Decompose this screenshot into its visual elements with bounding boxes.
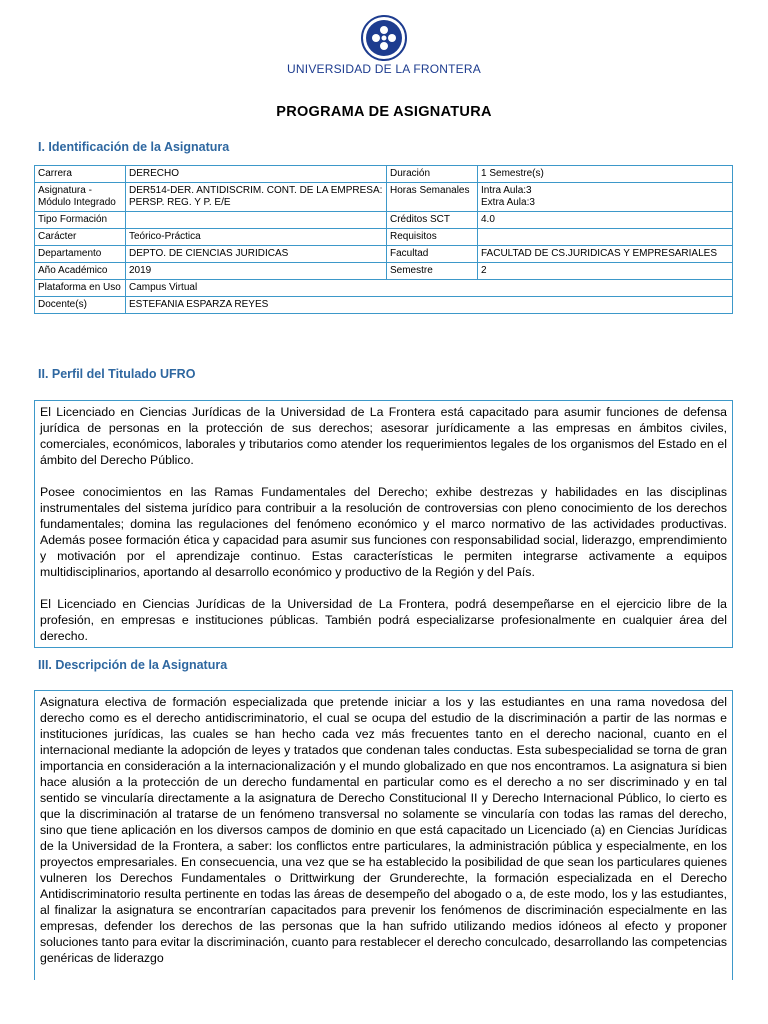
value-semestre: 2 <box>478 263 733 280</box>
table-row <box>35 183 733 212</box>
descripcion-box <box>34 690 733 980</box>
university-name: UNIVERSIDAD DE LA FRONTERA <box>287 62 481 76</box>
section-2-heading: II. Perfil del Titulado UFRO <box>38 367 196 381</box>
value-horas-intra: Intra Aula:3 <box>481 185 532 196</box>
label-facultad: Facultad <box>387 246 478 263</box>
value-facultad: FACULTAD DE CS.JURIDICAS Y EMPRESARIALES <box>478 246 733 263</box>
value-caracter: Teórico-Práctica <box>126 229 387 246</box>
value-requisitos <box>478 229 733 246</box>
table-row <box>35 280 733 297</box>
table-row <box>35 229 733 246</box>
identification-table <box>34 165 733 314</box>
label-ano-academico: Año Académico <box>35 263 126 280</box>
table-row <box>35 166 733 183</box>
value-creditos: 4.0 <box>478 212 733 229</box>
value-asignatura: DER514-DER. ANTIDISCRIM. CONT. DE LA EMPRESA: PERSP. REG. Y P. E/E <box>126 183 387 212</box>
label-requisitos: Requisitos <box>387 229 478 246</box>
table-row <box>35 212 733 229</box>
label-creditos: Créditos SCT <box>387 212 478 229</box>
value-plataforma: Campus Virtual <box>126 280 733 297</box>
perfil-paragraph: El Licenciado en Ciencias Jurídicas de la Universidad de La Frontera, podrá desempeñarse en el ejercicio libre de la profesión, en empresas e instituciones públicas. También podrá especializarse profesionalmente en cualquier área del derecho. <box>40 597 727 643</box>
label-caracter: Carácter <box>35 229 126 246</box>
label-tipo-formacion: Tipo Formación <box>35 212 126 229</box>
university-logo-icon <box>360 14 408 62</box>
label-departamento: Departamento <box>35 246 126 263</box>
label-horas: Horas Semanales <box>387 183 478 212</box>
value-horas-extra: Extra Aula:3 <box>481 197 535 208</box>
perfil-box <box>34 400 733 648</box>
value-duracion: 1 Semestre(s) <box>478 166 733 183</box>
value-docente: ESTEFANIA ESPARZA REYES <box>126 297 733 314</box>
perfil-paragraph: Posee conocimientos en las Ramas Fundamentales del Derecho; exhibe destrezas y habilidades en las disciplinas instrumentales del sistema jurídico para contribuir a la resolución de controversias con pleno conocimiento de los derechos fundamentales; domina las regulaciones del fenómeno económico y el marco normativo de las actividades productivas. Además posee formación ética y capacidad para asumir sus funciones con responsabilidad social, liderazgo, emprendimiento y motivación por el aprendizaje continuo. Estas características le permiten integrarse activamente a equipos multidisciplinarios, aportando al desarrollo económico y productivo de la Región y del País. <box>40 485 727 579</box>
descripcion-paragraph: Asignatura electiva de formación especializada que pretende iniciar a los y las estudiantes en una rama novedosa del derecho como es el derecho antidiscriminatorio, el cual se ocupa del estudio de la discriminación a partir de las normas e instituciones jurídicas, las cuales se han hecho cada vez más frecuentes tanto en el derecho nacional, cuanto en el internacional mediante la adopción de leyes y tratados que condenan tales conductas. Esta subespecialidad se torna de gran importancia en consideración a la internacionalización y el mundo globalizado en que nos encontramos. La asignatura si bien hace alusión a la protección de un derecho fundamental en particular como es el derecho a no ser discriminado y en tal sentido se vincularía directamente a la asignatura de Derecho Constitucional II y Derecho Internacional Público, lo cierto es que la discriminación al tratarse de un fenómeno transversal no solamente se vincularía con todas las ramas del derecho, sino que tiene aplicación en los diversos campos de dominio en que está capacitado un Licenciado (a) en Ciencias Jurídicas de la Universidad de la Frontera, a saber: los conflictos entre particulares, la administración pública y especialmente, en los proyectos empresariales. En consecuencia, una vez que se ha establecido la posibilidad de que sean los particulares quienes vulneren los Derechos Fundamentales o Drittwirkung der Grunderechte, la formación especializada en el Derecho Antidiscriminatorio resulta pertinente en todas las áreas de desempeño del abogado o a, de este modo, los y las estudiantes, al finalizar la asignatura se encontrarían capacitados para prevenir los fenómenos de discriminación especialmente en las empresas, defender los derechos de las personas que la han sufrido utilizando medios idóneos al efecto y proponer soluciones tanto para evitar la discriminación, cuanto para restablecer el derecho conculcado, desarrollando las competencias genéricas de liderazgo <box>40 695 727 965</box>
table-row <box>35 246 733 263</box>
label-carrera: Carrera <box>35 166 126 183</box>
perfil-paragraph: El Licenciado en Ciencias Jurídicas de la Universidad de La Frontera está capacitado para asumir funciones de defensa jurídica de personas en la protección de sus derechos; asesorar jurídicamente a las empresas en ámbitos civiles, comerciales, económicos, laborales y tributarios como atender los requerimientos legales de los organismos del Estado en el ámbito del Derecho Público. <box>40 405 727 467</box>
section-3-heading: III. Descripción de la Asignatura <box>38 658 228 672</box>
label-asignatura: Asignatura - Módulo Integrado <box>35 183 126 212</box>
value-tipo-formacion <box>126 212 387 229</box>
label-plataforma: Plataforma en Uso <box>35 280 126 297</box>
label-duracion: Duración <box>387 166 478 183</box>
table-row <box>35 263 733 280</box>
section-1-heading: I. Identificación de la Asignatura <box>38 140 230 154</box>
label-semestre: Semestre <box>387 263 478 280</box>
value-carrera: DERECHO <box>126 166 387 183</box>
table-row <box>35 297 733 314</box>
value-ano-academico: 2019 <box>126 263 387 280</box>
label-docente: Docente(s) <box>35 297 126 314</box>
value-horas <box>478 183 733 212</box>
document-title: PROGRAMA DE ASIGNATURA <box>276 104 492 120</box>
value-departamento: DEPTO. DE CIENCIAS JURIDICAS <box>126 246 387 263</box>
